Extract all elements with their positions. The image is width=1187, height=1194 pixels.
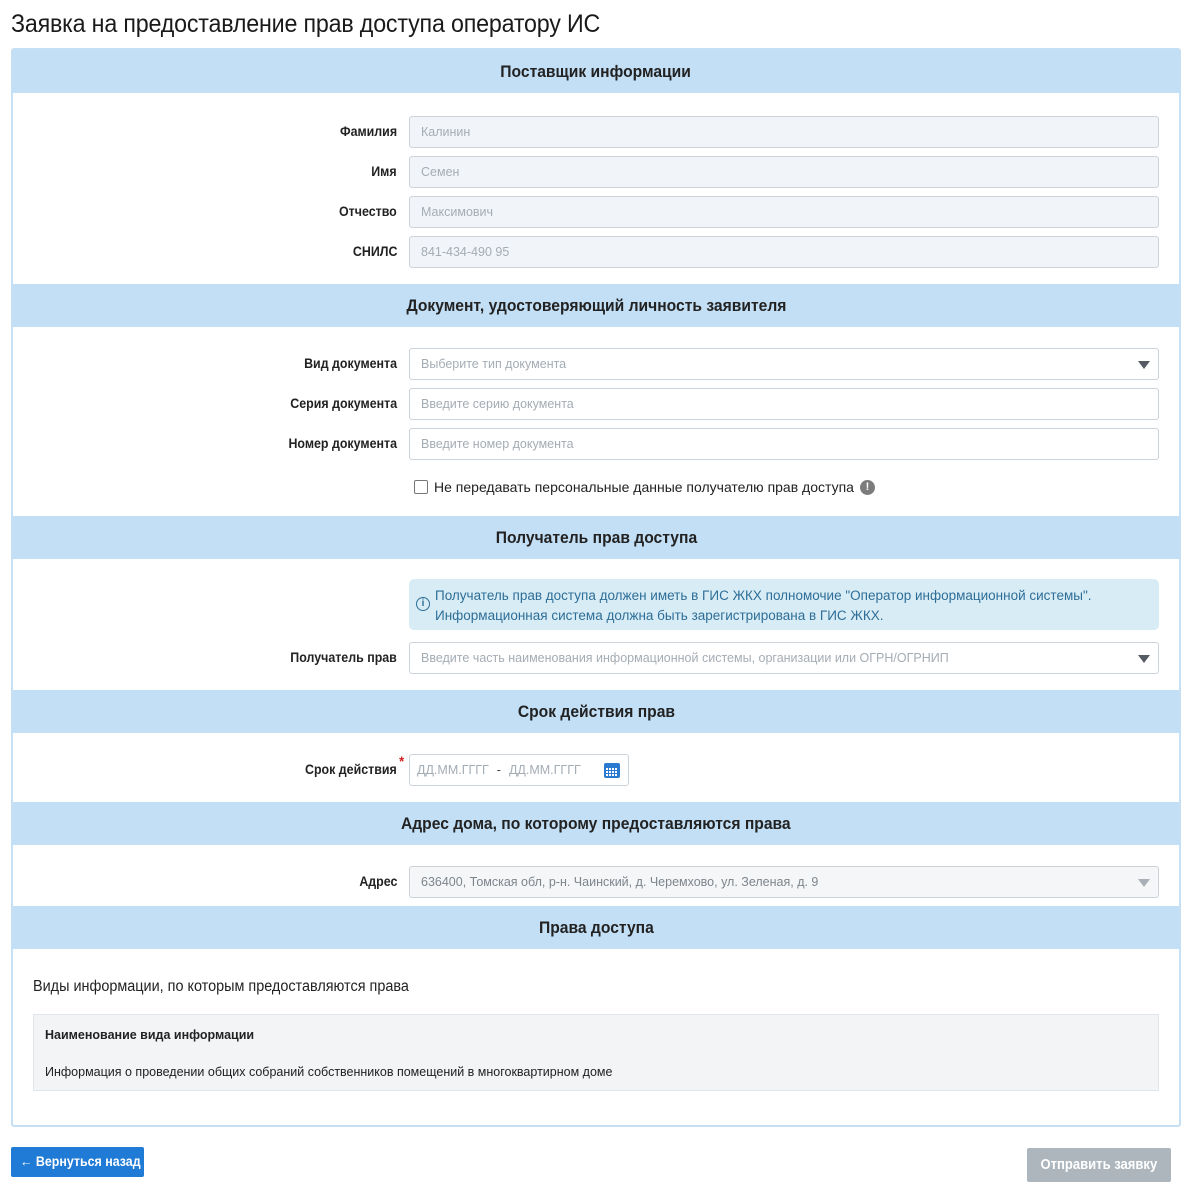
doc-type-select[interactable]: Выберите тип документа xyxy=(409,348,1159,380)
date-to[interactable]: ДД.ММ.ГГГГ xyxy=(508,763,581,777)
address-select[interactable]: 636400, Томская обл, р-н. Чаинский, д. Черемхово, ул. Зеленая, д. 9 xyxy=(409,866,1159,898)
info-types-table xyxy=(33,1014,1159,1091)
info-line-2: Информационная система должна быть зарегистрирована в ГИС ЖКХ. xyxy=(435,608,884,623)
recipient-info-alert xyxy=(409,579,1159,630)
page-title: Заявка на предоставление прав доступа оператору ИС xyxy=(11,10,601,38)
name-row xyxy=(13,156,1179,188)
section-header-document: Документ, удостоверяющий личность заявителя xyxy=(13,284,1179,327)
date-separator: - xyxy=(496,763,501,777)
section-header-recipient: Получатель прав доступа xyxy=(13,516,1179,559)
doc-type-label: Вид документа xyxy=(304,356,397,371)
section-header-address: Адрес дома, по которому предоставляются права xyxy=(13,802,1179,845)
exclamation-icon[interactable]: ! xyxy=(860,480,875,495)
address-row xyxy=(13,866,1179,898)
doc-number-label: Номер документа xyxy=(288,436,397,451)
patronymic-label: Отчество xyxy=(339,204,397,219)
doc-series-input[interactable]: Введите серию документа xyxy=(409,388,1159,420)
period-row xyxy=(13,754,1179,786)
date-from[interactable]: ДД.ММ.ГГГГ xyxy=(417,763,489,777)
section-header-provider: Поставщик информации xyxy=(13,50,1179,93)
address-label: Адрес xyxy=(358,874,397,889)
calendar-icon[interactable] xyxy=(604,763,620,778)
doc-number-row xyxy=(13,428,1179,460)
recipient-label: Получатель прав xyxy=(290,650,397,665)
recipient-select[interactable]: Введите часть наименования информационной системы, организации или ОГРН/ОГРНИП xyxy=(409,642,1159,674)
no-transfer-label[interactable]: Не передавать персональные данные получателю прав доступа xyxy=(434,479,854,495)
snils-field[interactable]: 841-434-490 95 xyxy=(409,236,1159,268)
patronymic-row xyxy=(13,196,1179,228)
snils-label: СНИЛС xyxy=(352,244,397,259)
back-button[interactable]: ← Вернуться назад xyxy=(11,1147,144,1177)
section-header-period: Срок действия прав xyxy=(13,690,1179,733)
snils-row xyxy=(13,236,1179,268)
section-header-rights: Права доступа xyxy=(13,906,1179,949)
name-field[interactable]: Семен xyxy=(409,156,1159,188)
table-row: Информация о проведении общих собраний собственников помещений в многоквартирном доме xyxy=(45,1065,613,1079)
recipient-row xyxy=(13,642,1179,674)
doc-number-input[interactable]: Введите номер документа xyxy=(409,428,1159,460)
surname-field[interactable]: Калинин xyxy=(409,116,1159,148)
table-header: Наименование вида информации xyxy=(45,1028,255,1042)
surname-label: Фамилия xyxy=(339,124,397,139)
no-transfer-option xyxy=(414,478,875,496)
doc-series-row xyxy=(13,388,1179,420)
doc-series-label: Серия документа xyxy=(290,396,397,411)
no-transfer-checkbox[interactable] xyxy=(414,480,428,494)
application-form xyxy=(11,48,1181,1127)
name-label: Имя xyxy=(371,164,397,179)
send-application-button[interactable]: Отправить заявку xyxy=(1027,1148,1171,1182)
required-mark: * xyxy=(399,753,405,769)
info-icon: i xyxy=(416,597,430,611)
info-line-1: Получатель прав доступа должен иметь в ГИС ЖКХ полномочие "Оператор информационной системы". xyxy=(435,588,1092,603)
doc-type-row xyxy=(13,348,1179,380)
date-range-input[interactable] xyxy=(409,754,629,786)
patronymic-field[interactable]: Максимович xyxy=(409,196,1159,228)
rights-subtitle: Виды информации, по которым предоставляются права xyxy=(33,978,409,995)
surname-row xyxy=(13,116,1179,148)
period-label: Срок действия * xyxy=(305,754,397,786)
